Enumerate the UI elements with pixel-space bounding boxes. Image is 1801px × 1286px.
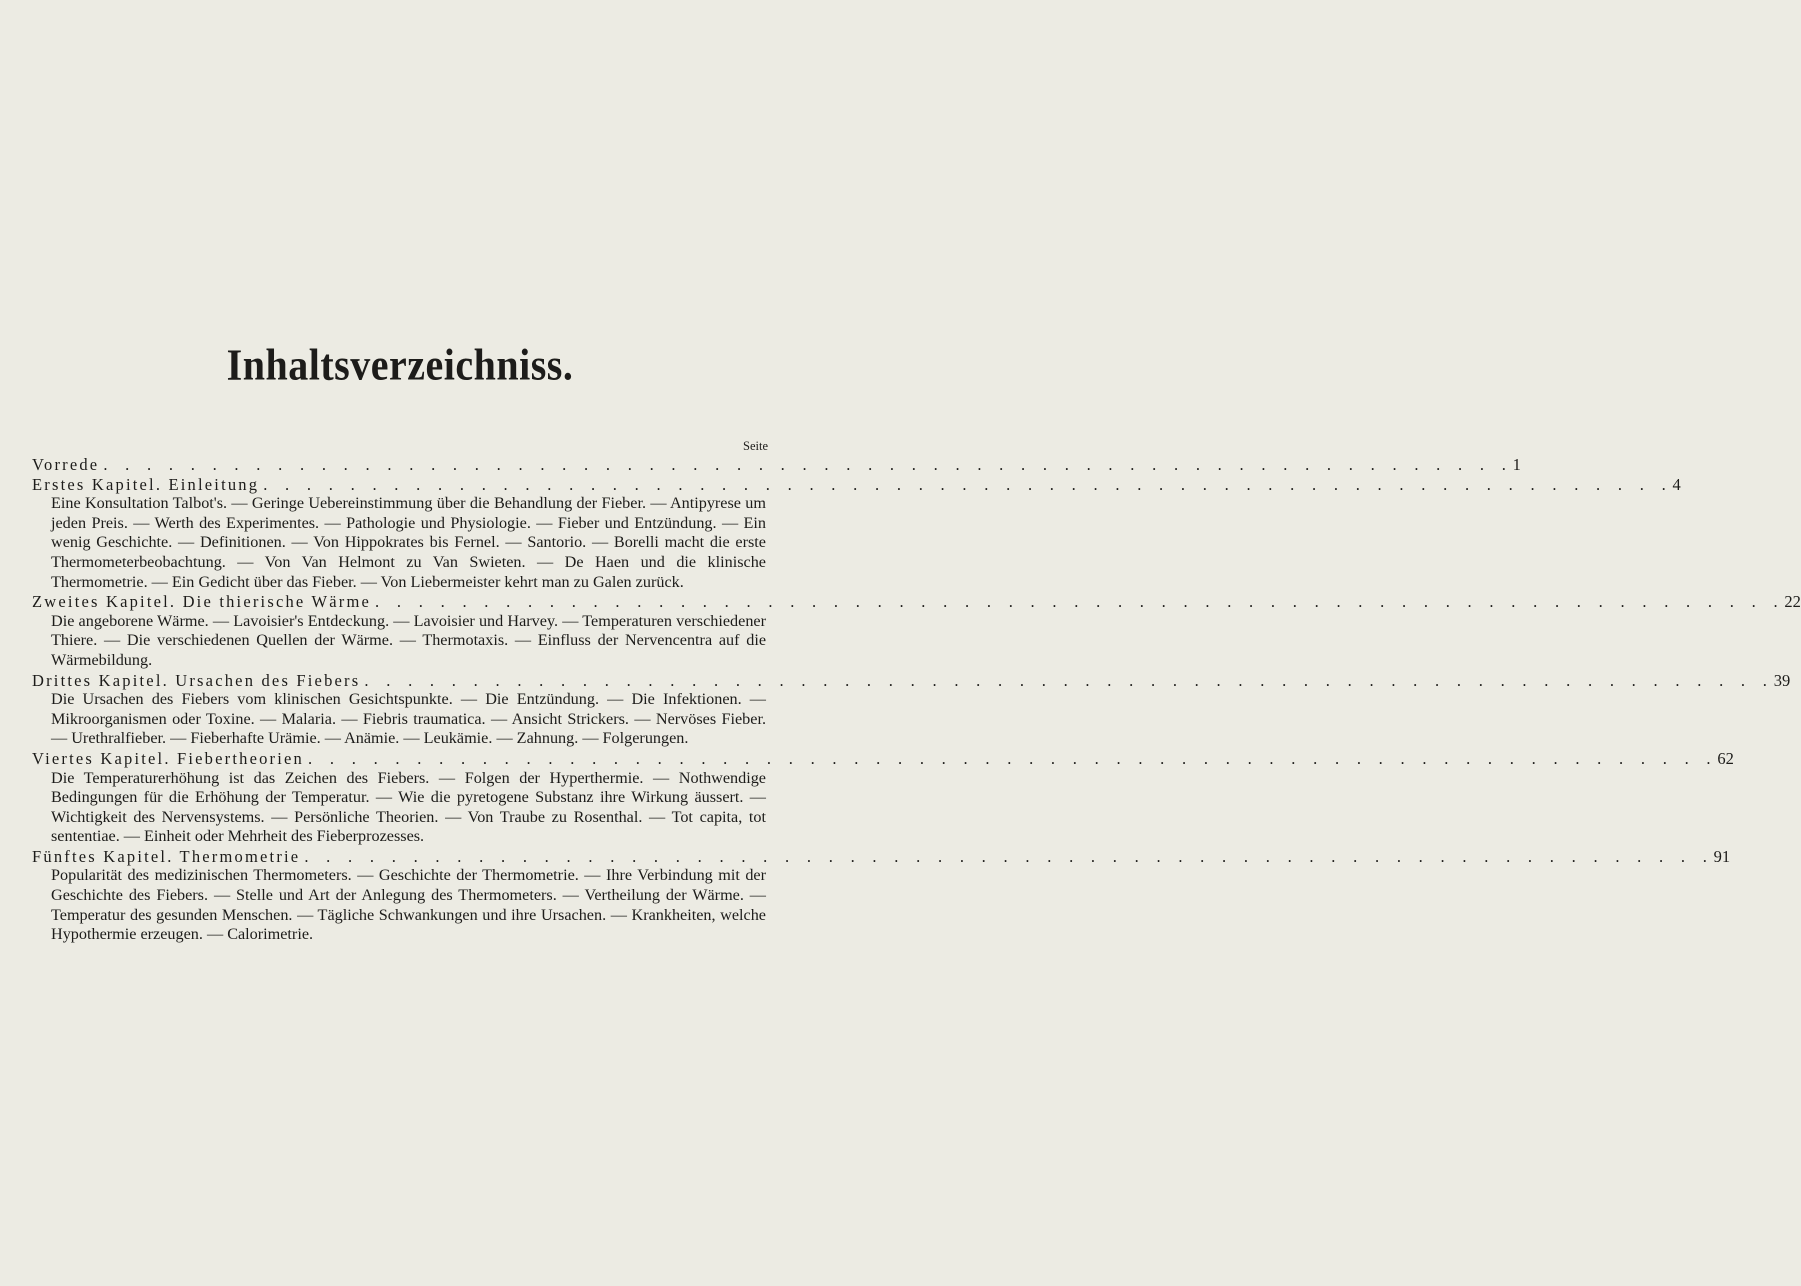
toc-entry-label: Drittes Kapitel. Ursachen des Fiebers: [32, 670, 361, 690]
page-column-header: Seite: [743, 439, 768, 453]
toc-heading-row: [32, 670, 1791, 691]
toc-entry-chapter-3: [32, 670, 1791, 749]
toc-page-number: 39: [1773, 670, 1791, 690]
toc-entry-description: Popularität des medizinischen Thermometers. — Geschichte der Thermometrie. — Ihre Verbindung mit der Geschichte des Fiebers. — Stelle und Art der Anlegung des Thermometers. — Vertheilung der Wärme. — Temperatur des gesunden Menschen. — Tägliche Schwankungen und ihre Ursachen. — Krankheiten, welche Hypothermie erzeugen. — Calorimetrie.: [51, 866, 766, 944]
dot-leader: . . . . . . . . . . . . . . . . . . . . . . . . . . . . . . . . . . . . . . . . . . . . . . . . . . . . . . . . . . . . . . . . .: [364, 670, 1774, 690]
dot-leader: . . . . . . . . . . . . . . . . . . . . . . . . . . . . . . . . . . . . . . . . . . . . . . . . . . . . . . . . . . . . . . . . .: [263, 474, 1673, 494]
toc-entry-description: Die Ursachen des Fiebers vom klinischen Gesichtspunkte. — Die Entzündung. — Die Infektionen. — Mikroorganismen oder Toxine. — Malaria. — Fiebris traumatica. — Ansicht Strickers. — Nervöses Fieber. — Urethralfieber. — Fieberhafte Urämie. — Anämie. — Leukämie. — Zahnung. — Folgerungen.: [51, 690, 766, 748]
toc-entry-chapter-2: [32, 592, 1801, 670]
table-of-contents: [32, 455, 1801, 945]
dot-leader: . . . . . . . . . . . . . . . . . . . . . . . . . . . . . . . . . . . . . . . . . . . . . . . . . . . . . . . . . . . . . . . . .: [308, 748, 1718, 768]
toc-entry-label: Erstes Kapitel. Einleitung: [32, 474, 260, 494]
toc-entry-label: Fünftes Kapitel. Thermometrie: [32, 846, 301, 866]
toc-entry-description: Die Temperaturerhöhung ist das Zeichen des Fiebers. — Folgen der Hyperthermie. — Nothwendige Bedingungen für die Erhöhung der Temperatur. — Wie die pyretogene Substanz ihre Wirkung äussert. — Wichtigkeit des Nervensystems. — Persönliche Theorien. — Von Traube zu Rosenthal. — Tot capita, tot sententiae. — Einheit oder Mehrheit des Fieberprozesses.: [51, 768, 766, 846]
toc-page-number: 91: [1713, 846, 1731, 866]
toc-page-number: 62: [1717, 748, 1734, 768]
toc-entry-chapter-4: [32, 748, 1734, 847]
toc-heading-row: [32, 846, 1731, 867]
toc-entry-chapter-1: [32, 474, 1681, 593]
toc-page-number: 1: [1512, 455, 1521, 474]
dot-leader: . . . . . . . . . . . . . . . . . . . . . . . . . . . . . . . . . . . . . . . . . . . . . . . . . . . . . . . . . . . . . . . . .: [304, 846, 1714, 866]
toc-entry-description: Die angeborene Wärme. — Lavoisier's Entdeckung. — Lavoisier und Harvey. — Temperaturen verschiedener Thiere. — Die verschiedenen Quellen der Wärme. — Thermotaxis. — Einfluss der Nervencentra auf die Wärmebildung.: [51, 611, 766, 669]
toc-entry-vorrede: [32, 455, 1521, 475]
toc-heading-row: [32, 455, 1521, 475]
toc-entry-chapter-5: [32, 846, 1731, 945]
dot-leader: . . . . . . . . . . . . . . . . . . . . . . . . . . . . . . . . . . . . . . . . . . . . . . . . . . . . . . . . . . . . . . . . .: [375, 592, 1785, 612]
page-title: Inhaltsverzeichniss.: [226, 339, 574, 390]
toc-page-number: 22: [1784, 592, 1801, 612]
toc-heading-row: [32, 474, 1681, 495]
toc-entry-description: Eine Konsultation Talbot's. — Geringe Uebereinstimmung über die Behandlung der Fieber. — Antipyrese um jeden Preis. — Werth des Experimentes. — Pathologie und Physiologie. — Fieber und Entzündung. — Ein wenig Geschichte. — Definitionen. — Von Hippokrates bis Fernel. — Santorio. — Borelli macht die erste Thermometerbeobachtung. — Von Van Helmont zu Van Swieten. — De Haen und die klinische Thermometrie. — Ein Gedicht über das Fieber. — Von Liebermeister kehrt man zu Galen zurück.: [51, 494, 766, 591]
dot-leader: . . . . . . . . . . . . . . . . . . . . . . . . . . . . . . . . . . . . . . . . . . . . . . . . . . . . . . . . . . . . . . . . .: [103, 455, 1513, 474]
toc-entry-label: Zweites Kapitel. Die thierische Wärme: [32, 592, 372, 612]
toc-page-number: 4: [1672, 474, 1681, 494]
toc-heading-row: [32, 592, 1801, 612]
toc-entry-label: Viertes Kapitel. Fiebertheorien: [32, 748, 305, 768]
toc-heading-row: [32, 748, 1734, 769]
toc-entry-label: Vorrede: [32, 455, 100, 474]
